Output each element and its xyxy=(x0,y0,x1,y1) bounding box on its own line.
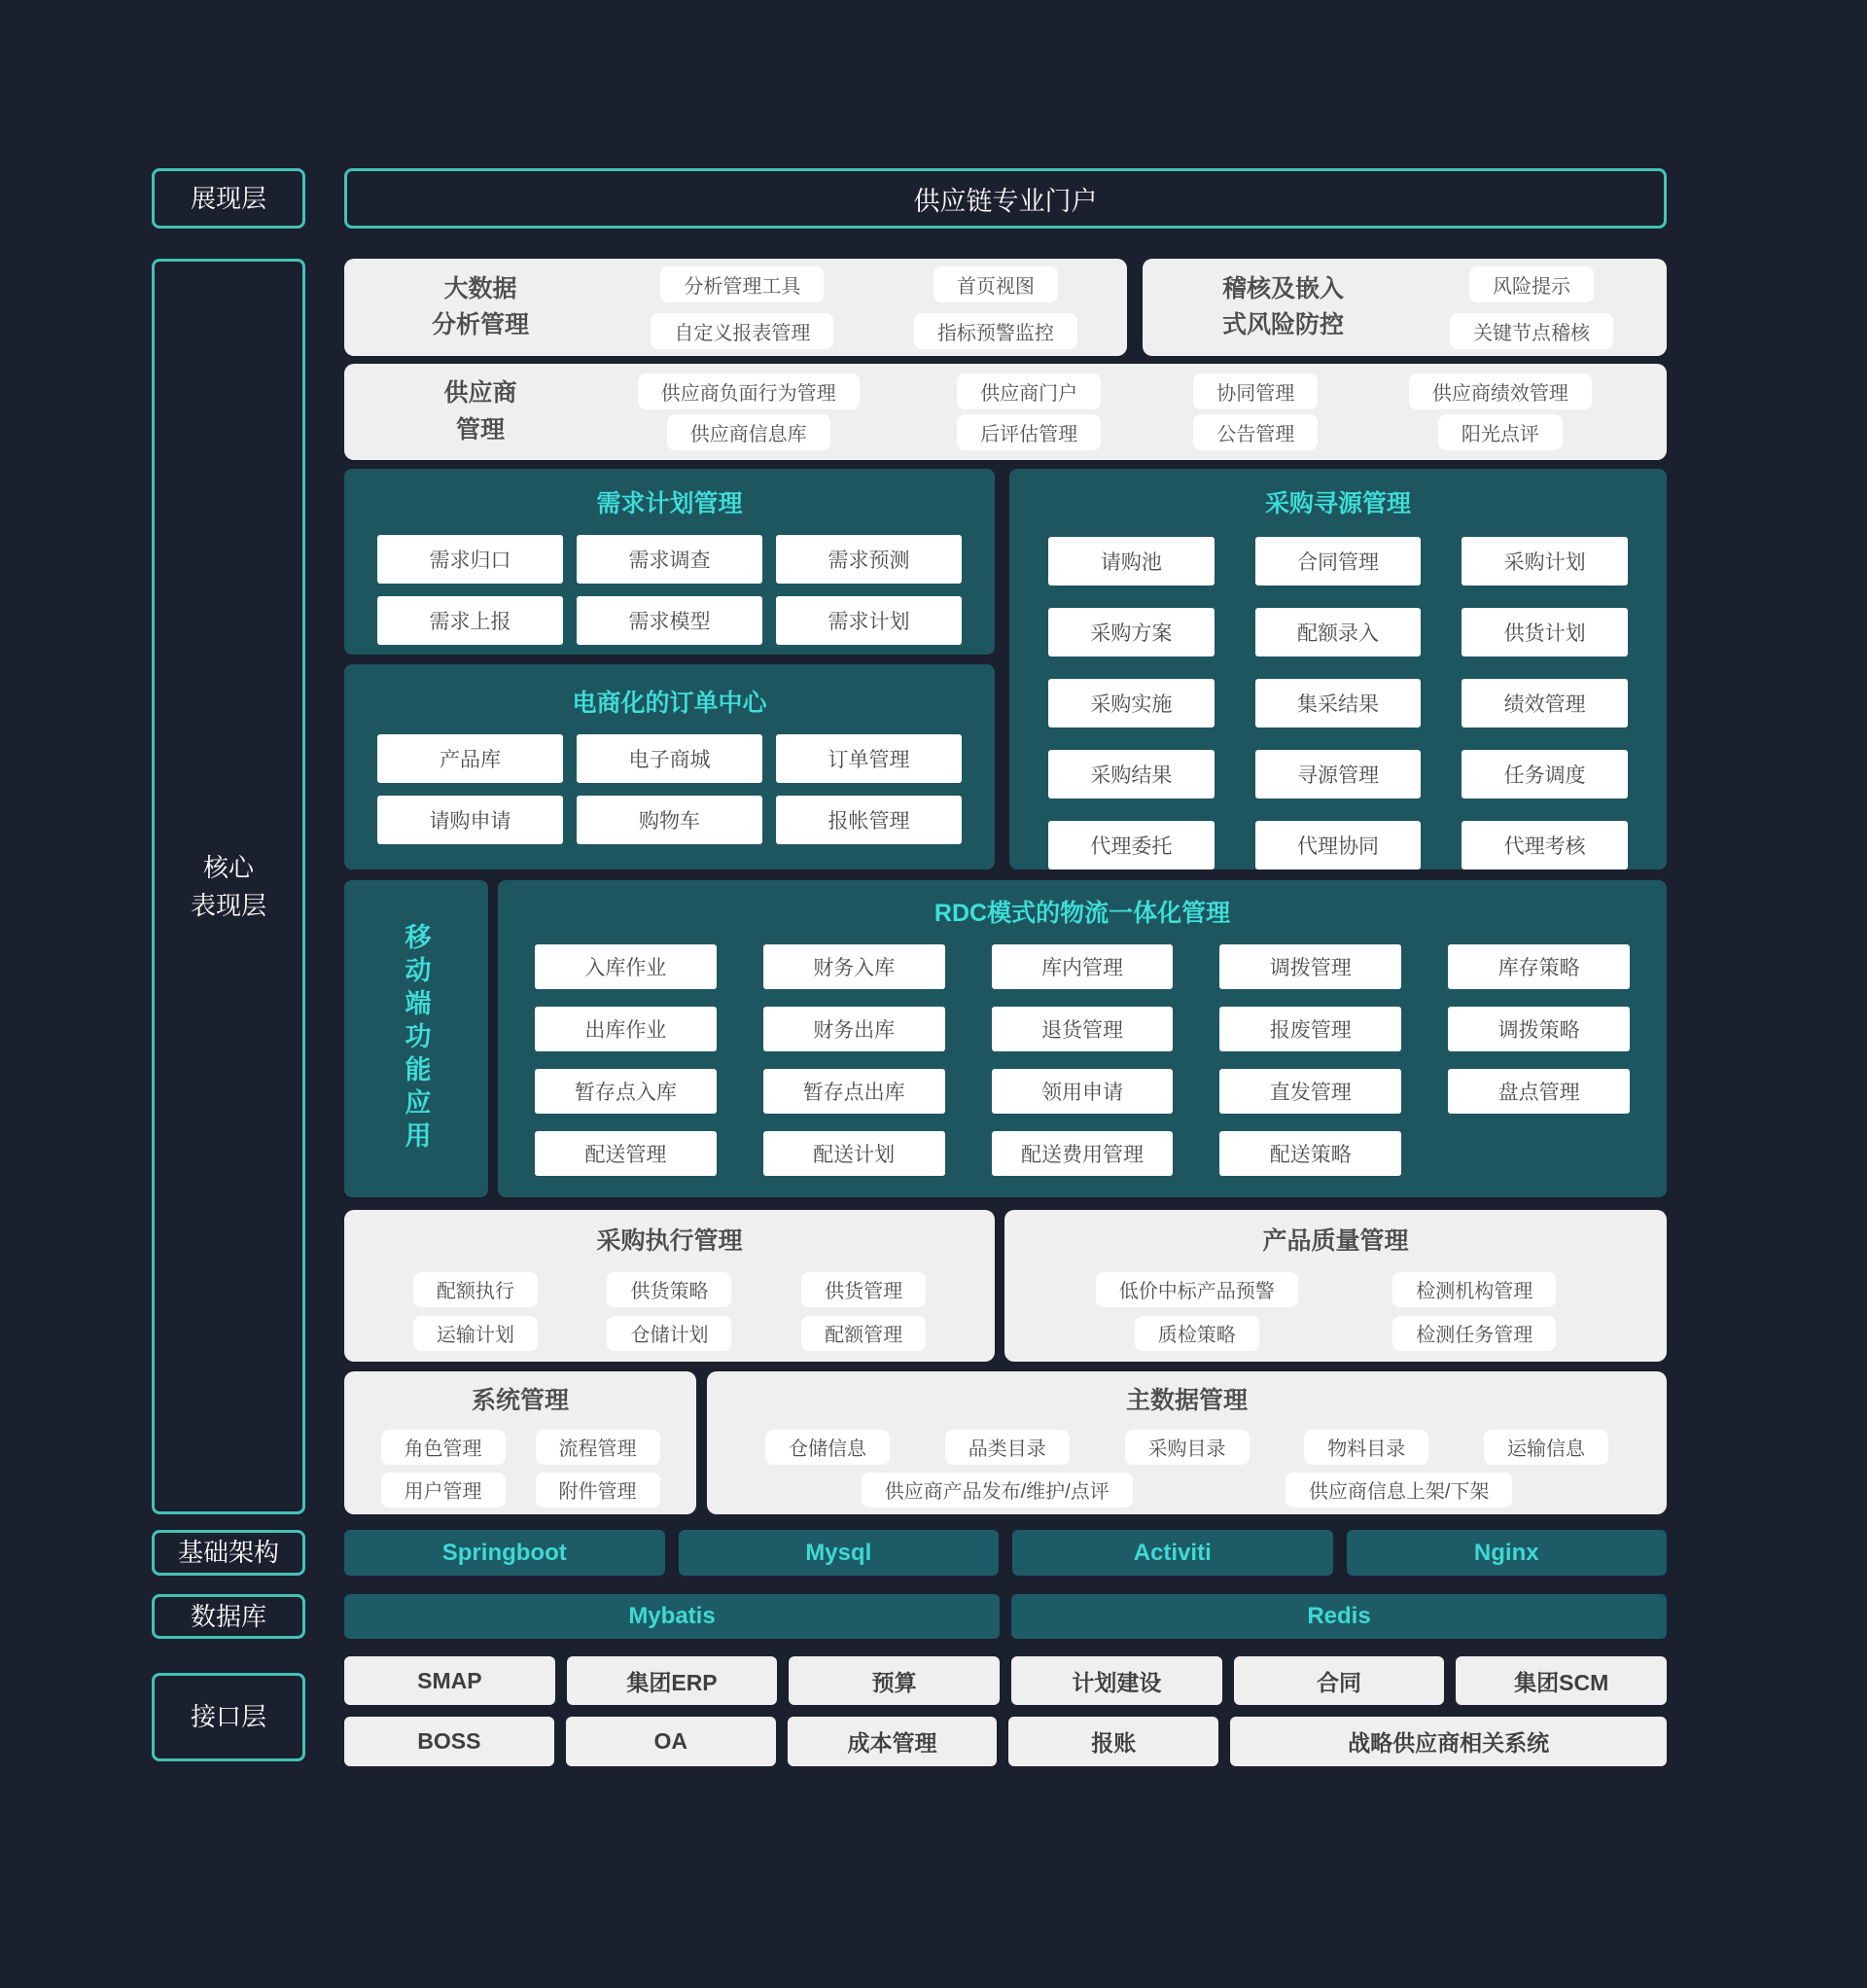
block-system-mgmt xyxy=(344,1371,696,1514)
master-data-row1 xyxy=(707,1420,1667,1465)
quality-items xyxy=(1004,1260,1667,1351)
supplier-item: 后评估管理 xyxy=(957,414,1101,450)
master-data-item: 供应商产品发布/维护/点评 xyxy=(862,1473,1133,1508)
purchase-exec-items xyxy=(344,1260,995,1351)
block-demand-plan xyxy=(344,469,995,655)
purchase-exec-item: 配额管理 xyxy=(801,1316,926,1351)
interface-item: 预算 xyxy=(789,1656,1000,1705)
rdc-item: 调拨管理 xyxy=(1219,944,1401,989)
demand-plan-item: 需求调查 xyxy=(577,535,762,584)
row-interface-2 xyxy=(344,1717,1667,1766)
rdc-item: 库存策略 xyxy=(1448,944,1630,989)
master-data-item: 品类目录 xyxy=(945,1430,1070,1465)
supplier-item: 阳光点评 xyxy=(1438,414,1563,450)
supplier-title: 供应商 管理 xyxy=(443,379,517,444)
sourcing-item: 采购结果 xyxy=(1048,750,1215,799)
system-mgmt-item: 流程管理 xyxy=(536,1430,660,1465)
purchase-exec-item: 运输计划 xyxy=(413,1316,538,1351)
rail-database-layer xyxy=(152,1594,305,1639)
rdc-item: 配送策略 xyxy=(1219,1131,1401,1176)
sourcing-item: 任务调度 xyxy=(1462,750,1628,799)
interface-item: OA xyxy=(566,1717,776,1766)
block-mobile xyxy=(344,880,488,1197)
quality-title: 产品质量管理 xyxy=(1262,1227,1409,1255)
system-mgmt-item: 用户管理 xyxy=(381,1473,506,1508)
rdc-item: 暂存点出库 xyxy=(763,1069,945,1114)
rdc-item: 财务入库 xyxy=(763,944,945,989)
sourcing-item: 配额录入 xyxy=(1255,608,1422,657)
sourcing-item: 请购池 xyxy=(1048,537,1215,586)
master-data-row2 xyxy=(707,1465,1667,1508)
interface-item: 计划建设 xyxy=(1011,1656,1222,1705)
system-mgmt-item: 角色管理 xyxy=(381,1430,506,1465)
rail-database-label: 数据库 xyxy=(190,1601,266,1631)
block-audit xyxy=(1143,259,1667,356)
interface-item: 成本管理 xyxy=(788,1717,998,1766)
purchase-exec-item: 配额执行 xyxy=(413,1272,538,1307)
master-data-title: 主数据管理 xyxy=(1125,1387,1248,1414)
bigdata-item: 分析管理工具 xyxy=(660,266,824,302)
bigdata-item: 首页视图 xyxy=(934,266,1058,302)
rdc-item: 调拨策略 xyxy=(1448,1007,1630,1051)
quality-item: 检测任务管理 xyxy=(1392,1316,1556,1351)
portal-bar xyxy=(344,168,1667,229)
bigdata-item: 指标预警监控 xyxy=(914,313,1077,349)
infrastructure-item: Springboot xyxy=(344,1530,665,1576)
sourcing-item: 寻源管理 xyxy=(1255,750,1422,799)
infrastructure-item: Activiti xyxy=(1012,1530,1333,1576)
order-center-item: 订单管理 xyxy=(776,734,962,783)
purchase-exec-item: 供货管理 xyxy=(801,1272,926,1307)
rdc-item: 配送费用管理 xyxy=(992,1131,1174,1176)
audit-items xyxy=(1424,266,1667,349)
row-bigdata-audit xyxy=(344,259,1667,356)
supplier-item: 供应商负面行为管理 xyxy=(638,373,860,409)
rdc-title: RDC模式的物流一体化管理 xyxy=(934,900,1231,927)
interface-item: 合同 xyxy=(1234,1656,1445,1705)
sourcing-item: 绩效管理 xyxy=(1462,679,1628,728)
row-infrastructure xyxy=(344,1530,1667,1576)
system-mgmt-title: 系统管理 xyxy=(471,1387,569,1414)
demand-plan-item: 需求预测 xyxy=(776,535,962,584)
rdc-item: 盘点管理 xyxy=(1448,1069,1630,1114)
order-center-item: 报帐管理 xyxy=(776,796,962,844)
demand-plan-items xyxy=(344,519,995,645)
database-item: Mybatis xyxy=(344,1594,1000,1639)
master-data-item: 运输信息 xyxy=(1484,1430,1608,1465)
rdc-item: 库内管理 xyxy=(992,944,1174,989)
rail-presentation-label: 展现层 xyxy=(190,183,266,213)
block-master-data xyxy=(707,1371,1667,1514)
supplier-item: 供应商信息库 xyxy=(667,414,830,450)
quality-item: 质检策略 xyxy=(1135,1316,1259,1351)
order-center-title: 电商化的订单中心 xyxy=(572,690,767,717)
purchase-exec-item: 供货策略 xyxy=(607,1272,731,1307)
order-center-item: 电子商城 xyxy=(577,734,762,783)
demand-plan-item: 需求模型 xyxy=(577,596,762,645)
master-data-item: 采购目录 xyxy=(1125,1430,1250,1465)
rdc-item: 暂存点入库 xyxy=(535,1069,717,1114)
row-rdc xyxy=(344,880,1667,1197)
sourcing-item: 采购计划 xyxy=(1462,537,1628,586)
system-mgmt-item: 附件管理 xyxy=(536,1473,660,1508)
rdc-item: 直发管理 xyxy=(1219,1069,1401,1114)
rail-core-layer xyxy=(152,259,305,1514)
block-sourcing xyxy=(1009,469,1667,870)
rdc-item: 退货管理 xyxy=(992,1007,1174,1051)
block-rdc xyxy=(498,880,1667,1197)
interface-item: 集团ERP xyxy=(567,1656,778,1705)
interface-item: 战略供应商相关系统 xyxy=(1230,1717,1667,1766)
sourcing-item: 合同管理 xyxy=(1255,537,1422,586)
demand-plan-item: 需求归口 xyxy=(377,535,563,584)
rdc-items xyxy=(498,929,1667,1176)
rdc-item: 配送计划 xyxy=(763,1131,945,1176)
rdc-item: 领用申请 xyxy=(992,1069,1174,1114)
rail-interface-label: 接口层 xyxy=(190,1702,266,1731)
supplier-item: 协同管理 xyxy=(1193,373,1318,409)
audit-item: 关键节点稽核 xyxy=(1450,313,1613,349)
block-quality xyxy=(1004,1210,1667,1362)
infrastructure-item: Nginx xyxy=(1347,1530,1668,1576)
rail-infrastructure-layer xyxy=(152,1530,305,1576)
master-data-item: 仓储信息 xyxy=(765,1430,890,1465)
purchase-exec-title: 采购执行管理 xyxy=(596,1227,743,1255)
mobile-title: 移动端功能应用 xyxy=(401,923,431,1154)
rdc-item: 配送管理 xyxy=(535,1131,717,1176)
order-center-items xyxy=(344,719,995,844)
order-center-item: 请购申请 xyxy=(377,796,563,844)
quality-item: 低价中标产品预警 xyxy=(1096,1272,1298,1307)
sourcing-title: 采购寻源管理 xyxy=(1264,490,1411,517)
row-plan-sourcing xyxy=(344,469,1667,870)
block-bigdata xyxy=(344,259,1127,356)
row-interface-1 xyxy=(344,1656,1667,1705)
sourcing-item: 代理协同 xyxy=(1255,821,1422,870)
rdc-item: 入库作业 xyxy=(535,944,717,989)
rail-presentation-layer xyxy=(152,168,305,229)
rail-infrastructure-label: 基础架构 xyxy=(177,1538,279,1567)
sourcing-item: 采购实施 xyxy=(1048,679,1215,728)
row-exec-quality xyxy=(344,1210,1667,1362)
supplier-item: 供应商绩效管理 xyxy=(1409,373,1592,409)
database-item: Redis xyxy=(1011,1594,1667,1639)
portal-title: 供应链专业门户 xyxy=(913,186,1098,216)
order-center-item: 产品库 xyxy=(377,734,563,783)
sourcing-items xyxy=(1009,519,1667,870)
audit-title: 稽核及嵌入 式风险防控 xyxy=(1221,274,1344,338)
demand-plan-item: 需求上报 xyxy=(377,596,563,645)
supplier-items xyxy=(344,364,1667,460)
purchase-exec-item: 仓储计划 xyxy=(607,1316,731,1351)
audit-item: 风险提示 xyxy=(1469,266,1594,302)
rdc-item: 财务出库 xyxy=(763,1007,945,1051)
row-database xyxy=(344,1594,1667,1639)
sourcing-item: 采购方案 xyxy=(1048,608,1215,657)
quality-item: 检测机构管理 xyxy=(1392,1272,1556,1307)
sourcing-item: 代理考核 xyxy=(1462,821,1628,870)
sourcing-item: 集采结果 xyxy=(1255,679,1422,728)
rail-interface-layer xyxy=(152,1673,305,1761)
interface-item: BOSS xyxy=(344,1717,554,1766)
infrastructure-item: Mysql xyxy=(679,1530,1000,1576)
demand-plan-item: 需求计划 xyxy=(776,596,962,645)
bigdata-item: 自定义报表管理 xyxy=(651,313,833,349)
interface-item: 报账 xyxy=(1008,1717,1218,1766)
rdc-item: 报废管理 xyxy=(1219,1007,1401,1051)
row-system-master xyxy=(344,1371,1667,1514)
rail-core-label: 核心 表现层 xyxy=(190,852,266,920)
interface-item: SMAP xyxy=(344,1656,555,1705)
demand-plan-title: 需求计划管理 xyxy=(596,490,743,517)
system-mgmt-items xyxy=(344,1420,696,1508)
supplier-item: 公告管理 xyxy=(1193,414,1318,450)
interface-item: 集团SCM xyxy=(1456,1656,1667,1705)
master-data-item: 物料目录 xyxy=(1304,1430,1428,1465)
bigdata-items xyxy=(616,266,1127,349)
order-center-item: 购物车 xyxy=(577,796,762,844)
rdc-item: 出库作业 xyxy=(535,1007,717,1051)
sourcing-item: 代理委托 xyxy=(1048,821,1215,870)
supplier-item: 供应商门户 xyxy=(957,373,1101,409)
block-supplier xyxy=(344,364,1667,460)
block-order-center xyxy=(344,664,995,870)
bigdata-title: 大数据 分析管理 xyxy=(431,274,529,338)
sourcing-item: 供货计划 xyxy=(1462,608,1628,657)
block-purchase-exec xyxy=(344,1210,995,1362)
master-data-item: 供应商信息上架/下架 xyxy=(1286,1473,1513,1508)
